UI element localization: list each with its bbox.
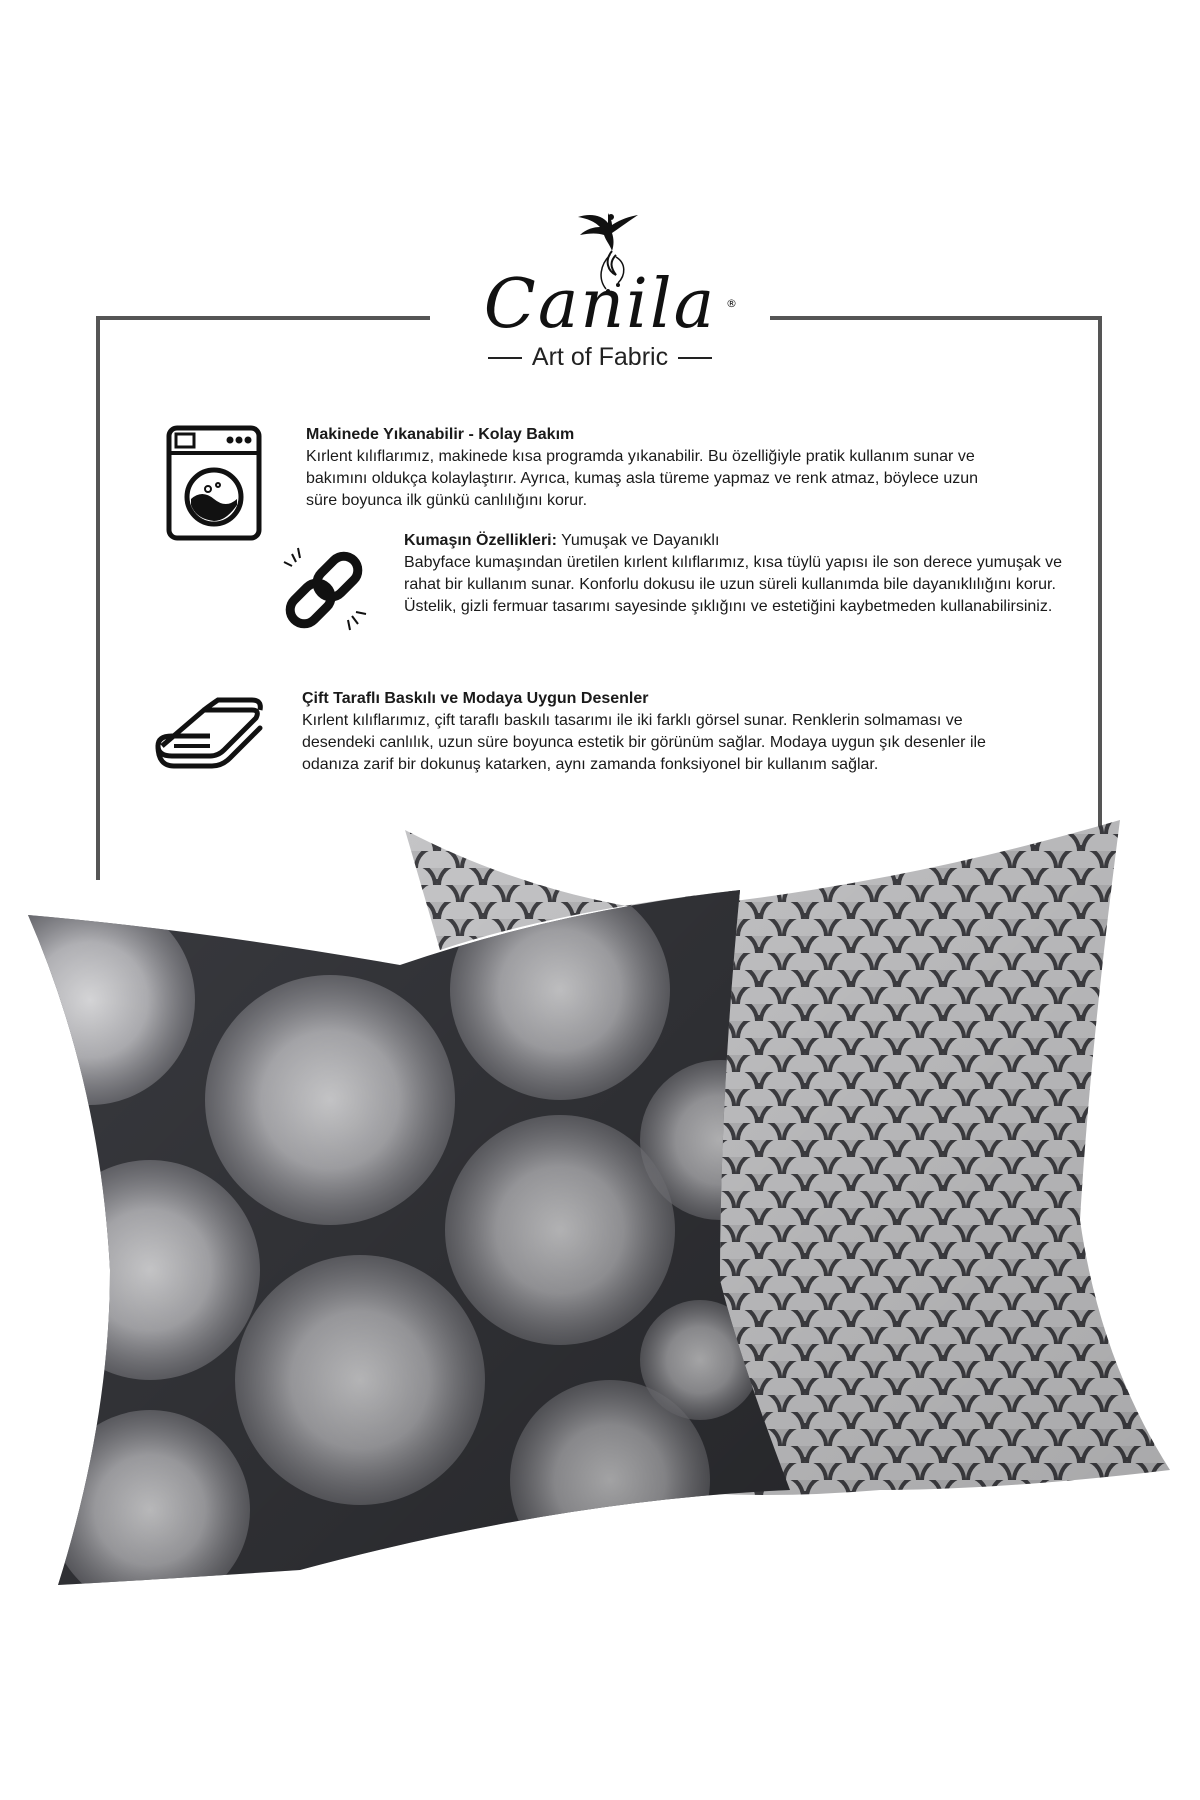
- feature-washable-text: [306, 424, 1006, 512]
- folded-fabric-icon: [152, 684, 264, 774]
- chain-link-icon: [274, 540, 374, 640]
- brand-name: Canila: [483, 265, 717, 344]
- registered-mark: ®: [726, 297, 737, 310]
- feature-fabric-text: [404, 530, 1076, 618]
- tagline-dash-right: [678, 357, 712, 359]
- pillow-product-photo: [0, 800, 1200, 1800]
- feature-washable-title: Makinede Yıkanabilir - Kolay Bakım: [306, 426, 575, 443]
- feature-fabric-body: Babyface kumaşından üretilen kırlent kılıflarımız, kısa tüylü yapısı ile son derece yumuşak ve rahat bir kullanım sunar. Konforlu dokusu ile uzun süreli kullanımda bile dayanıklılığını korur. Üstelik, gizli fermuar tasarımı sayesinde şıklığını ve estetiğini kaybetmeden kullanabilirsiniz.: [404, 554, 1063, 615]
- feature-fabric-heading: [404, 530, 1076, 552]
- dark-floral-burst-pillow: [0, 800, 800, 1610]
- feature-washable-body: Kırlent kılıflarımız, makinede kısa programda yıkanabilir. Bu özelliğiyle pratik kullanım sunar ve bakımını oldukça kolaylaştırır. Ayrıca, kumaş asla türeme yapmaz ve renk atmaz, böylece uzun süre boyunca ilk günkü canlılığını korur.: [306, 448, 979, 509]
- tagline-dash-left: [488, 357, 522, 359]
- brand-tagline-row: [430, 343, 770, 372]
- feature-double-sided-title: Çift Taraflı Baskılı ve Modaya Uygun Desenler: [302, 690, 649, 707]
- feature-fabric-title: Kumaşın Özellikleri:: [404, 532, 557, 549]
- feature-double-sided-body: Kırlent kılıflarımız, çift taraflı baskılı tasarımı ile iki farklı görsel sunar. Renklerin solmaması ve desendeki canlılık, uzun süre boyunca estetik bir görünüm sağlar. Modaya uygun şık desenler ile odanıza zarif bir dokunuş katarken, aynı zamanda fonksiyonel bir kullanım sağlar.: [302, 712, 986, 773]
- feature-fabric-title-suffix: Yumuşak ve Dayanıklı: [556, 532, 720, 549]
- feature-double-sided-text: [302, 688, 1002, 776]
- brand-tagline: Art of Fabric: [531, 343, 669, 371]
- washing-machine-icon: [166, 425, 262, 541]
- brand-logo: [430, 205, 770, 375]
